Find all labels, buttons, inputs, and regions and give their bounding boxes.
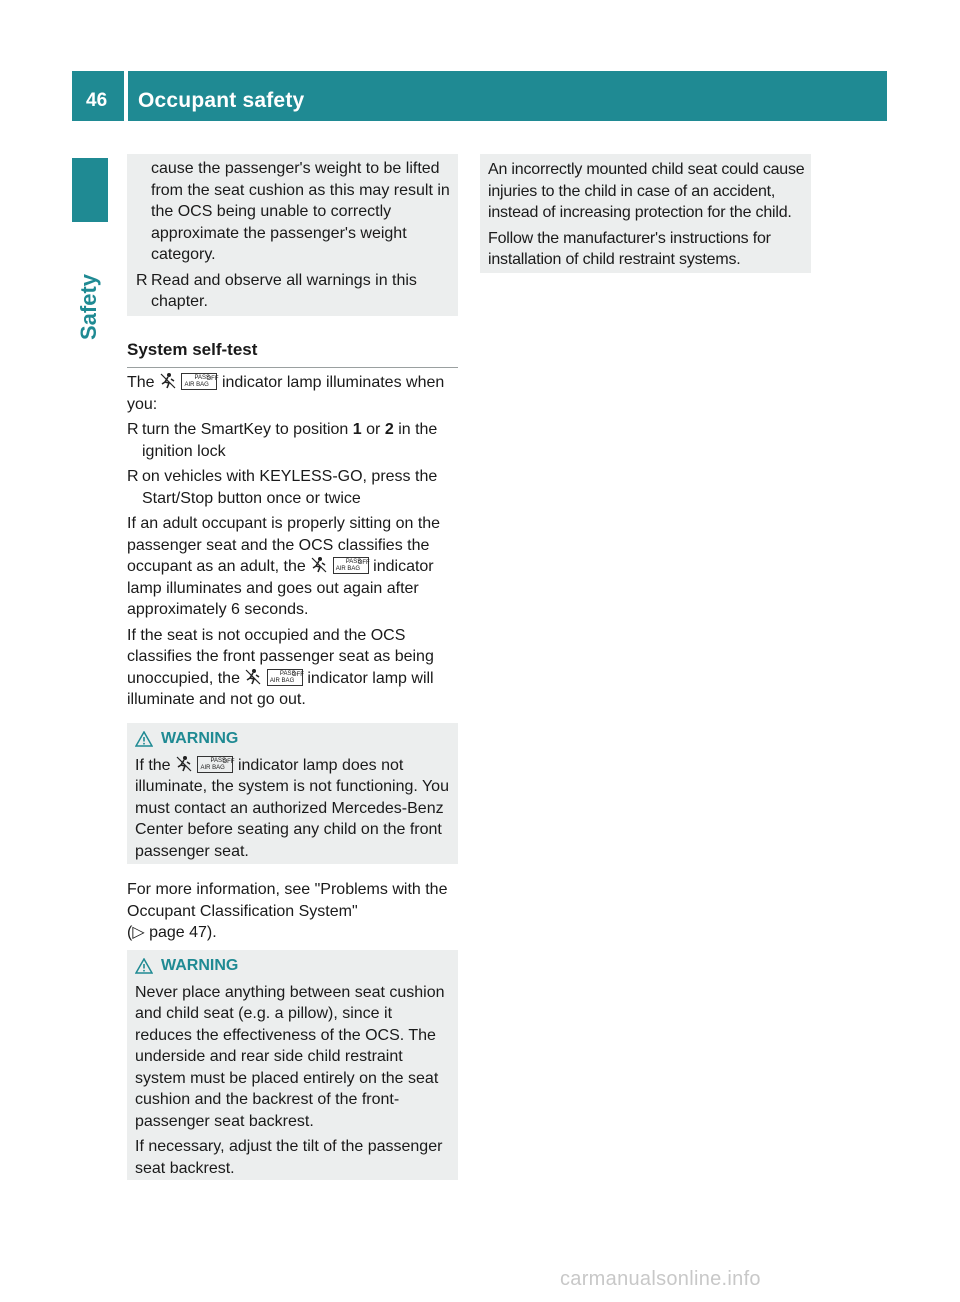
warning-triangle-icon: [135, 731, 153, 747]
watermark-text: carmanualsonline.info: [560, 1268, 761, 1290]
warning-text: An incorrectly mounted child seat could cause injuries to the child in case of an accident, instead of increasing protection for the child.: [488, 161, 805, 221]
header-divider: [124, 71, 128, 121]
pass-airbag-off-indicator-icon: PASS AIR BAG OFF: [197, 756, 233, 773]
paragraph: If an adult occupant is properly sitting on the passenger seat and the OCS classifies the occupant as an adult, the PASS AIR BAG OFF indicator lamp illuminates and goes out again after approximately 6 seconds.: [127, 515, 441, 618]
list-item: [127, 466, 460, 509]
chapter-label: Safety: [76, 273, 101, 340]
continued-text: cause the passenger's weight to be lifted from the seat cushion as this may result in the OCS being unable to correctly approximate the passenger's weight category.: [151, 160, 450, 263]
paragraph: If the seat is not occupied and the OCS classifies the front passenger seat as being unoccupied, the PASS AIR BAG OFF indicator lamp will illuminate and not go out.: [127, 626, 434, 708]
more-info-text: For more information, see "Problems with the Occupant Classification System": [127, 881, 448, 920]
list-item: [136, 270, 450, 313]
passenger-airbag-off-icon: [175, 755, 193, 773]
warning-text: Never place anything between seat cushion and child seat (e.g. a pillow), since it reduces the effectiveness of the OCS. The underside and rear side child restraint system must be placed entirely on the seat cushion and the backrest of the front-passenger seat backrest.: [135, 983, 445, 1130]
continued-warning-box: [480, 154, 811, 273]
passenger-airbag-off-icon: [159, 372, 177, 390]
warning-text: If necessary, adjust the tilt of the passenger seat backrest.: [135, 1138, 443, 1177]
warning-triangle-icon: [135, 958, 153, 974]
list-item-text: on vehicles with KEYLESS-GO, press the Start/Stop button once or twice: [142, 468, 438, 507]
warning-box: [127, 723, 458, 864]
page-title: Occupant safety: [138, 89, 305, 112]
bullet-icon: R: [127, 468, 139, 485]
warning-text: If the PASS AIR BAG OFF indicator lamp does not illuminate, the system is not functioning. You must contact an authorized Mercedes-Benz Center before seating any child on the front passenger seat.: [135, 756, 449, 860]
passenger-airbag-off-icon: [310, 556, 328, 574]
paragraph: The PASS AIR BAG OFF indicator lamp illuminates when you:: [127, 374, 445, 413]
continued-warning-box: [127, 154, 458, 316]
chapter-tab-marker: [72, 158, 108, 222]
list-item-text: Read and observe all warnings in this chapter.: [151, 271, 417, 310]
pass-airbag-off-indicator-icon: PASS AIR BAG OFF: [267, 669, 303, 686]
warning-title: WARNING: [161, 957, 239, 974]
warning-box: [127, 950, 458, 1180]
section-title: System self-test: [127, 339, 458, 368]
pass-airbag-off-indicator-icon: PASS AIR BAG OFF: [333, 557, 369, 574]
list-item: R turn the SmartKey to position 1 or 2 in the ignition lock: [127, 419, 460, 462]
warning-title: WARNING: [161, 730, 239, 747]
pass-airbag-off-indicator-icon: PASS AIR BAG OFF: [181, 373, 217, 390]
self-test-body: [127, 372, 460, 715]
passenger-airbag-off-icon: [244, 668, 262, 686]
more-info: [127, 879, 460, 948]
bullet-icon: R: [136, 271, 148, 289]
page-number: 46: [86, 90, 108, 111]
page-reference-link[interactable]: (▷ page 47).: [127, 924, 217, 941]
warning-text: Follow the manufacturer's instructions for installation of child restraint systems.: [488, 229, 771, 268]
bullet-icon: R: [127, 421, 139, 438]
